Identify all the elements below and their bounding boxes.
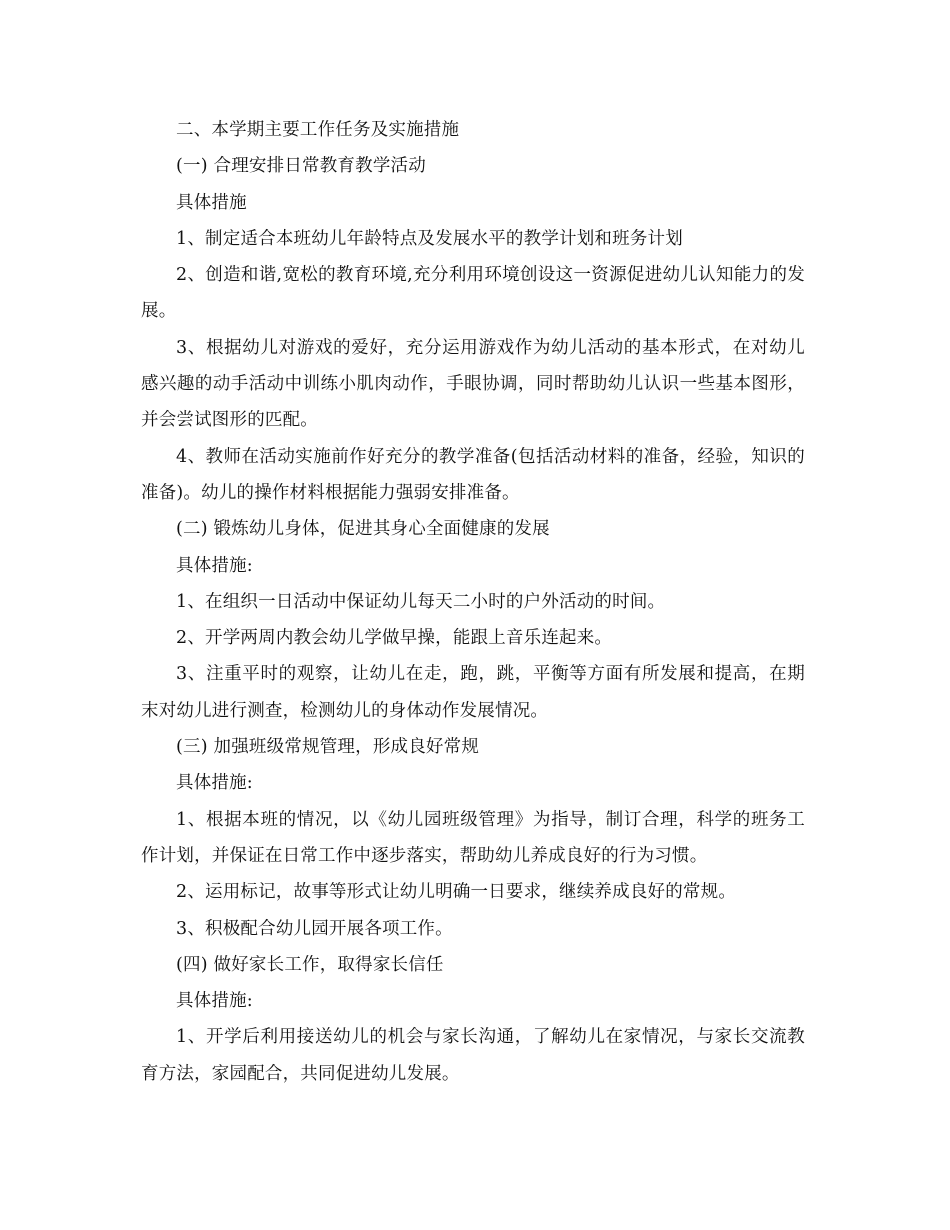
body-paragraph: 1、根据本班的情况，以《幼儿园班级管理》为指导，制订合理，科学的班务工作计划，并保证在日常工作中逐步落实，帮助幼儿养成良好的行为习惯。 [141,809,805,866]
subsection-heading: (二) 锻炼幼儿身体，促进其身心全面健康的发展 [176,519,550,540]
body-paragraph: 2、运用标记，故事等形式让幼儿明确一日要求，继续养成良好的常规。 [176,882,737,903]
body-paragraph: 1、在组织一日活动中保证幼儿每天二小时的户外活动的时间。 [176,591,666,612]
body-paragraph: 2、创造和谐,宽松的教育环境,充分利用环境创设这一资源促进幼儿认知能力的发展。 [141,265,805,322]
section-heading: 二、本学期主要工作任务及实施措施 [176,120,460,140]
measures-label: 具体措施: [176,773,253,794]
document-body [141,112,805,1092]
measures-label: 具体措施: [176,991,253,1012]
body-paragraph: 1、开学后利用接送幼儿的机会与家长沟通，了解幼儿在家情况，与家长交流教育方法，家园配合，共同促进幼儿发展。 [141,1027,805,1084]
body-paragraph: 3、根据幼儿对游戏的爱好，充分运用游戏作为幼儿活动的基本形式，在对幼儿感兴趣的动手活动中训练小肌肉动作，手眼协调，同时帮助幼儿认识一些基本图形，并会尝试图形的匹配。 [141,337,805,431]
body-paragraph: 3、积极配合幼儿园开展各项工作。 [176,918,453,939]
body-paragraph: 4、教师在活动实施前作好充分的教学准备(包括活动材料的准备，经验，知识的准备)。幼儿的操作材料根据能力强弱安排准备。 [141,446,805,503]
body-paragraph: 1、制定适合本班幼儿年龄特点及发展水平的教学计划和班务计划 [176,228,683,249]
body-paragraph: 3、注重平时的观察，让幼儿在走，跑，跳，平衡等方面有所发展和提高，在期末对幼儿进行测查，检测幼儿的身体动作发展情况。 [141,664,805,721]
measures-label: 具体措施: [176,555,253,576]
subsection-heading: (四) 做好家长工作，取得家长信任 [176,954,444,975]
body-paragraph: 2、开学两周内教会幼儿学做早操，能跟上音乐连起来。 [176,628,613,649]
subsection-heading: (一) 合理安排日常教育教学活动 [176,156,426,177]
subsection-heading: (三) 加强班级常规管理，形成良好常规 [176,737,480,758]
measures-label: 具体措施 [176,192,247,213]
